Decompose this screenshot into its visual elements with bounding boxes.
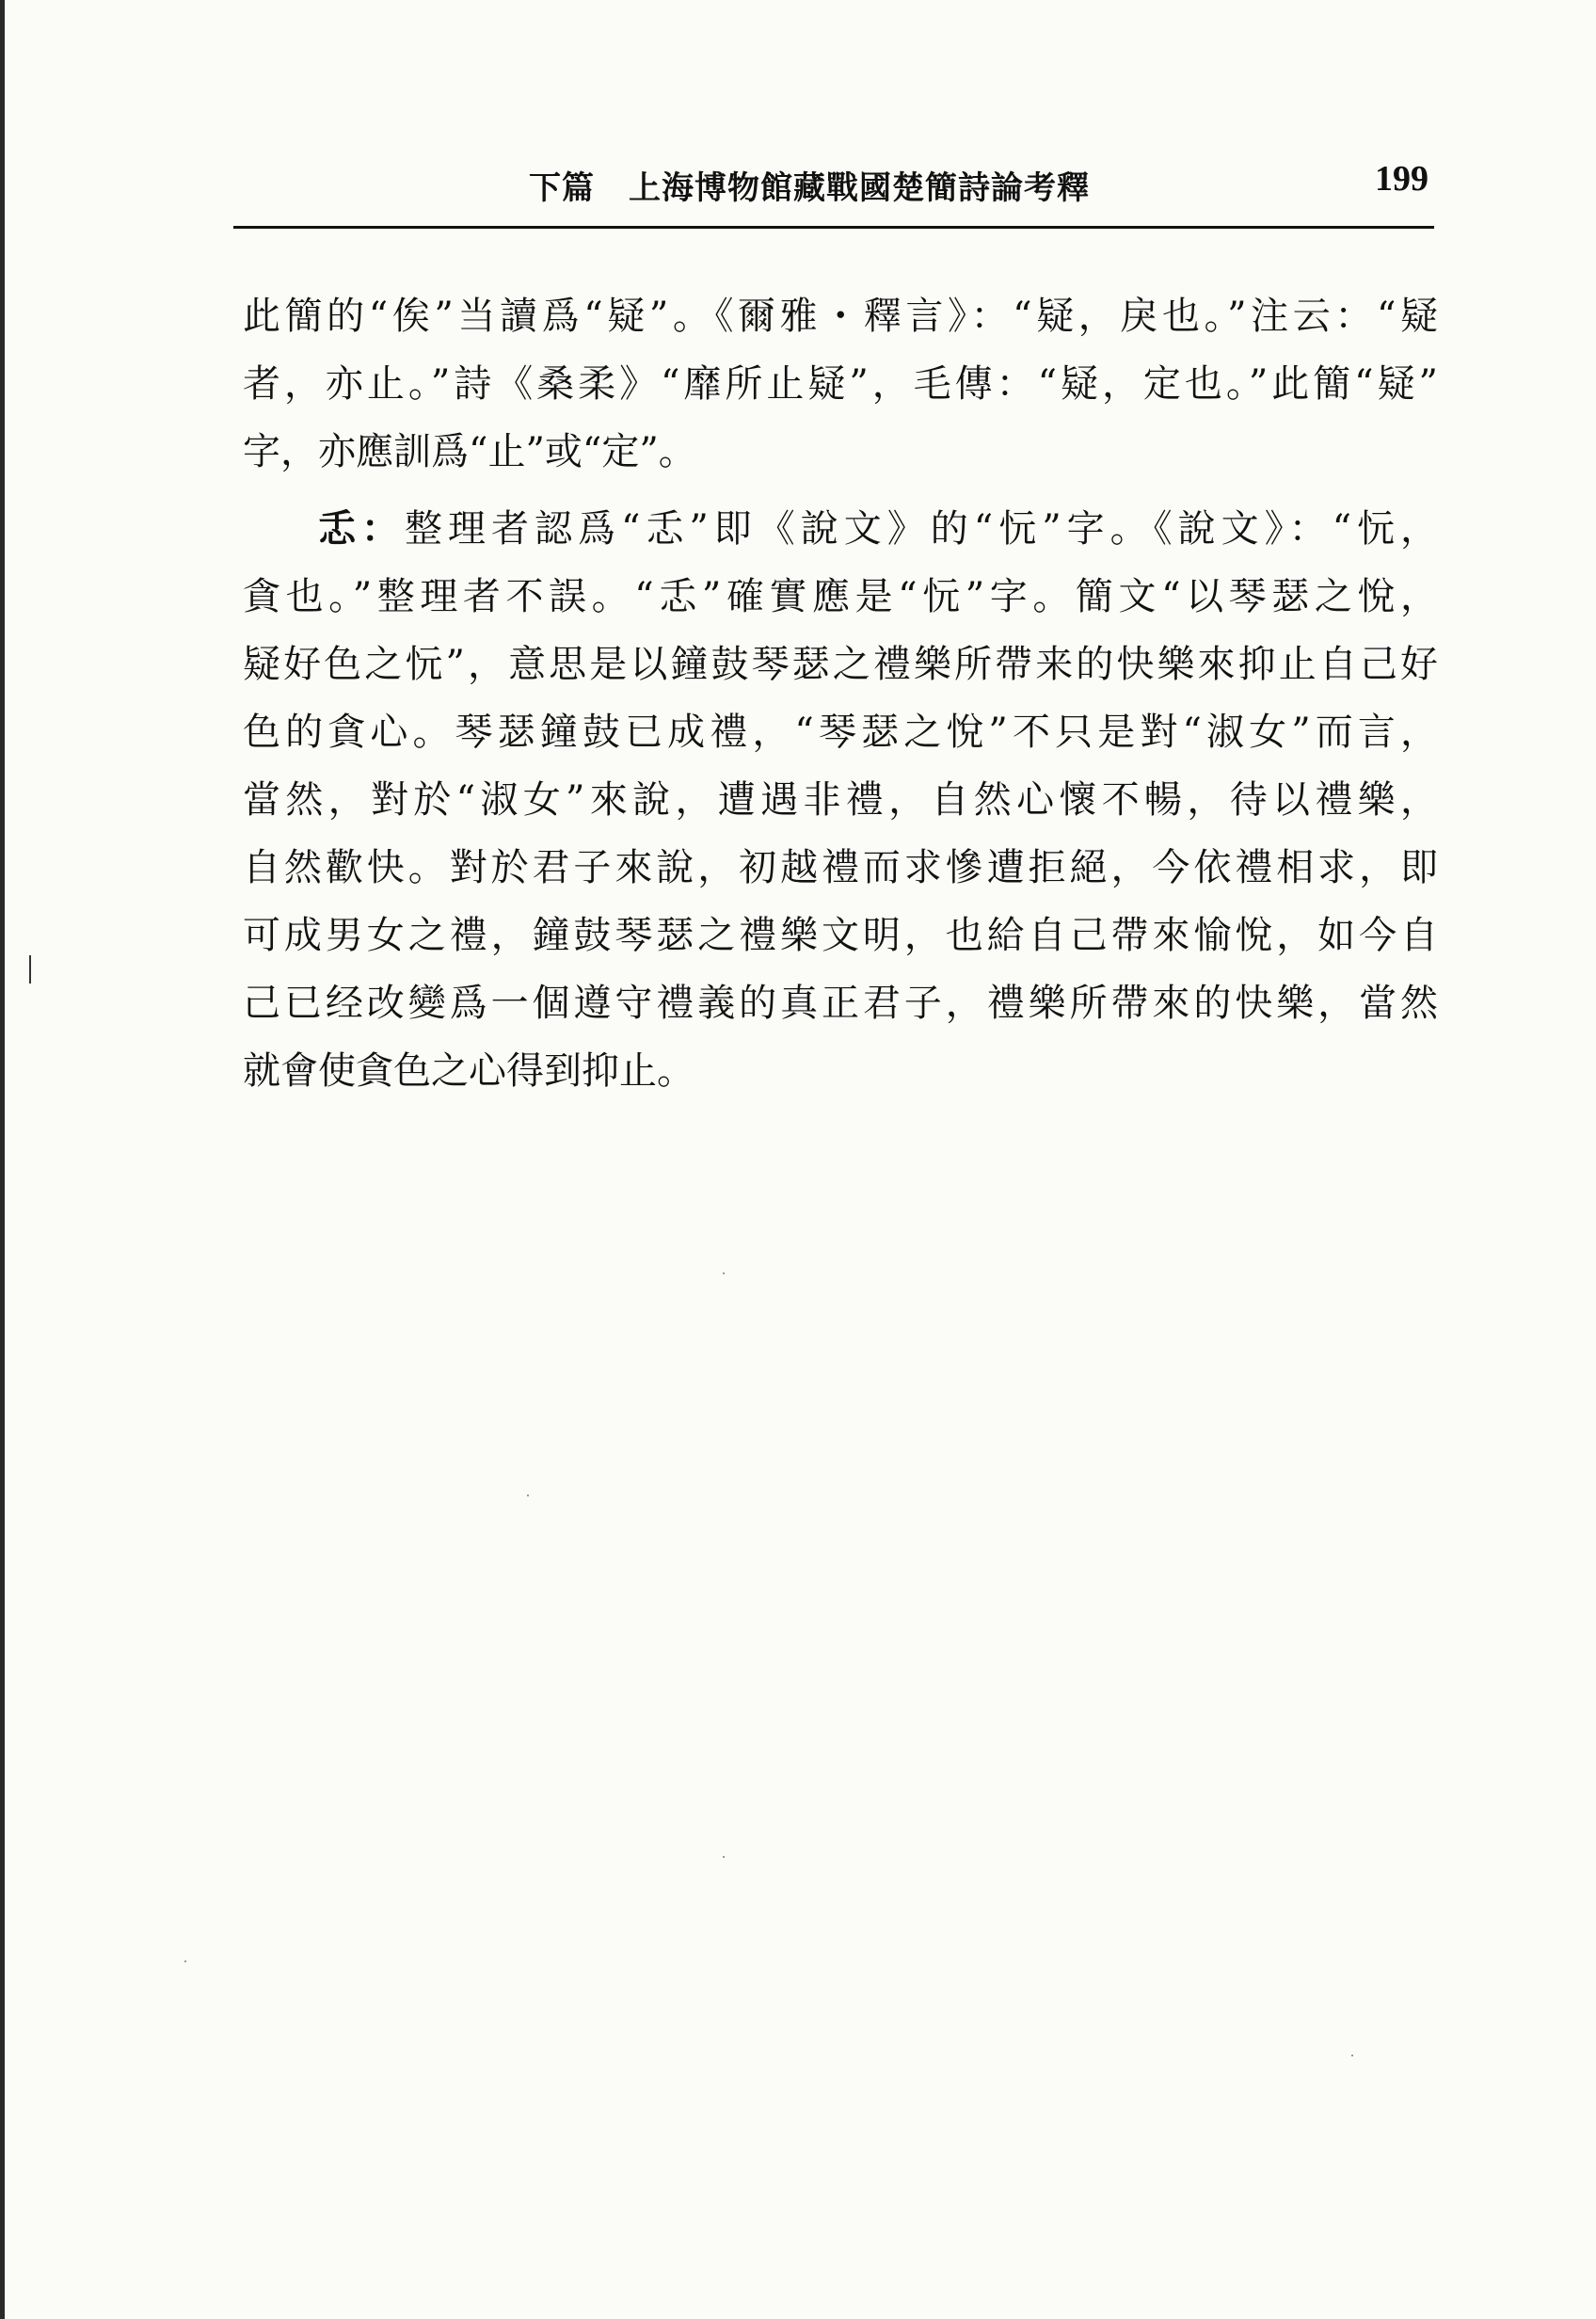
paragraph-2 (243, 495, 1438, 1105)
text-line: 貪也。”整理者不誤。“忎”確實應是“忨”字。簡文“以琴瑟之悅， (243, 575, 1438, 618)
scan-speck (723, 1272, 725, 1274)
text-line: 疑好色之忨”，意思是以鐘鼓琴瑟之禮樂所帶来的快樂來抑止自己好 (243, 643, 1438, 686)
body-text (243, 282, 1438, 1105)
running-title (529, 162, 1090, 208)
margin-mark (29, 955, 31, 984)
text-line (243, 495, 1438, 563)
page-header (237, 159, 1428, 209)
scan-speck (527, 1495, 529, 1496)
text-line-content: 整理者認爲“忎”即《說文》的“忨”字。《說文》：“忨， (404, 507, 1438, 551)
scan-speck (1351, 2055, 1353, 2056)
scan-speck (723, 1856, 725, 1858)
text-line: 當然，對於“淑女”來說，遭遇非禮，自然心懷不暢，待以禮樂， (243, 778, 1438, 822)
scan-left-border (0, 0, 5, 2319)
scan-speck (184, 1960, 186, 1962)
text-line: 此簡的“俟”当讀爲“疑”。《爾雅・釋言》：“疑，戾也。”注云：“疑 (243, 295, 1438, 338)
page-number: 199 (1375, 159, 1428, 199)
text-line: 己已经改變爲一個遵守禮義的真正君子，禮樂所帶來的快樂，當然 (243, 982, 1438, 1025)
header-rule (233, 226, 1434, 229)
text-line: 色的貪心。琴瑟鐘鼓已成禮，“琴瑟之悅”不只是對“淑女”而言， (243, 711, 1438, 754)
entry-head: 忎： (318, 506, 405, 551)
text-line: 者，亦止。”詩《桑柔》“靡所止疑”，毛傳：“疑，定也。”此簡“疑” (243, 362, 1438, 406)
text-line: 就會使貪色之心得到抑止。 (243, 1049, 694, 1093)
text-line: 自然歡快。對於君子來說，初越禮而求慘遭拒絕，今依禮相求，即 (243, 846, 1438, 889)
paragraph-1 (243, 282, 1438, 486)
text-line: 可成男女之禮，鐘鼓琴瑟之禮樂文明，也給自己帶來愉悅，如今自 (243, 914, 1438, 957)
text-line: 字，亦應訓爲“止”或“定”。 (243, 430, 696, 473)
book-title: 上海博物館藏戰國楚簡詩論考釋 (629, 169, 1090, 207)
section-label: 下篇 (529, 169, 595, 207)
